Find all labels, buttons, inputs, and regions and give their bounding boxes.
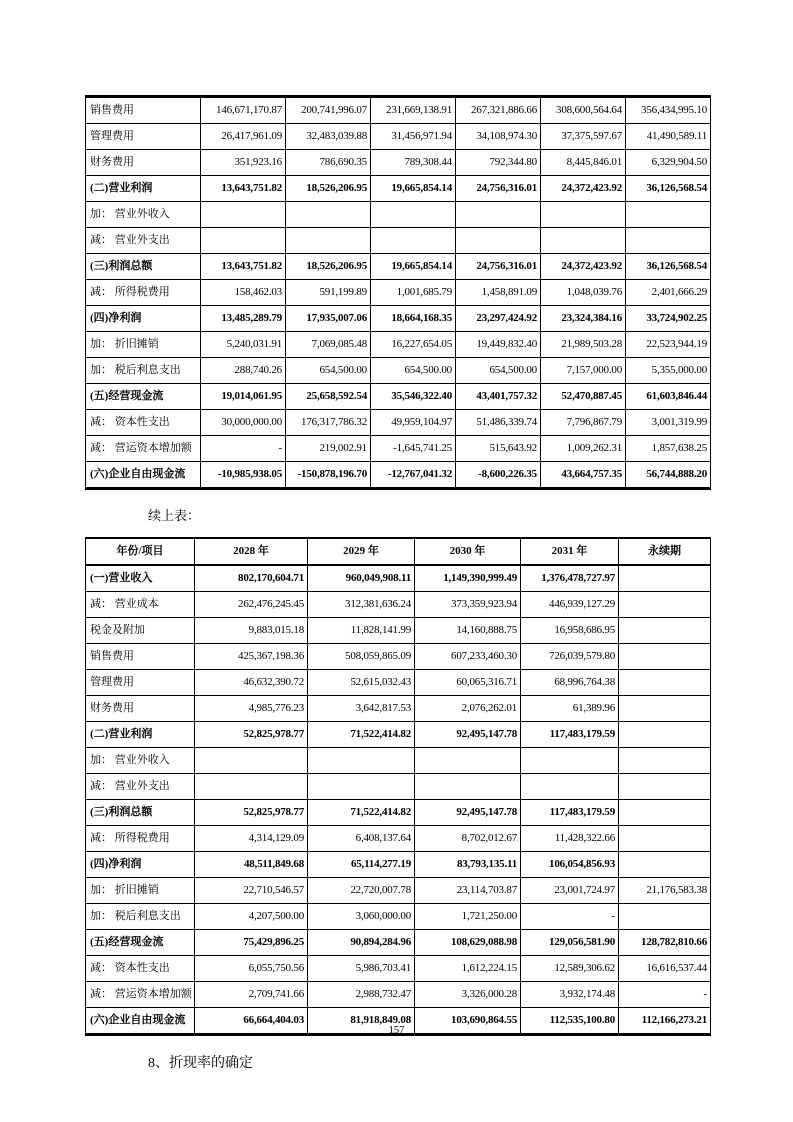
value-cell — [619, 670, 711, 696]
value-cell — [201, 202, 286, 228]
value-cell: 52,825,978.77 — [195, 722, 308, 748]
table-row — [86, 696, 711, 722]
header-cell-year: 2028 年 — [195, 538, 308, 565]
value-cell: 19,665,854.14 — [371, 254, 456, 280]
value-cell: 351,923.16 — [201, 150, 286, 176]
value-cell: 68,996,764.38 — [521, 670, 619, 696]
value-cell: 32,483,039.88 — [286, 124, 371, 150]
table-row — [86, 956, 711, 982]
value-cell: 23,297,424.92 — [456, 306, 541, 332]
value-cell: 52,825,978.77 — [195, 800, 308, 826]
value-cell: 6,408,137.64 — [308, 826, 415, 852]
value-cell: 7,069,085.48 — [286, 332, 371, 358]
table-row — [86, 306, 711, 332]
value-cell: 11,828,141.99 — [308, 618, 415, 644]
value-cell: 129,056,581.90 — [521, 930, 619, 956]
value-cell: 13,643,751.82 — [201, 254, 286, 280]
value-cell — [619, 592, 711, 618]
value-cell: 37,375,597.67 — [541, 124, 626, 150]
table-row — [86, 878, 711, 904]
value-cell: 18,526,206.95 — [286, 176, 371, 202]
value-cell — [619, 826, 711, 852]
value-cell: 65,114,277.19 — [308, 852, 415, 878]
value-cell: 24,372,423.92 — [541, 176, 626, 202]
row-label: (一)营业收入 — [86, 565, 195, 592]
row-label: (五)经营现金流 — [86, 930, 195, 956]
value-cell: 22,523,944.19 — [626, 332, 711, 358]
value-cell: 2,401,666.29 — [626, 280, 711, 306]
value-cell — [619, 565, 711, 592]
value-cell: 21,989,503.28 — [541, 332, 626, 358]
table-row — [86, 565, 711, 592]
value-cell: 49,959,104.97 — [371, 410, 456, 436]
row-label: 财务费用 — [86, 696, 195, 722]
table-row — [86, 592, 711, 618]
value-cell — [201, 228, 286, 254]
row-label: 减： 营业外支出 — [86, 774, 195, 800]
value-cell — [626, 228, 711, 254]
value-cell: 17,935,007.06 — [286, 306, 371, 332]
table-row — [86, 904, 711, 930]
value-cell: 61,389.96 — [521, 696, 619, 722]
value-cell: 5,240,031.91 — [201, 332, 286, 358]
table-row — [86, 384, 711, 410]
value-cell: 158,462.03 — [201, 280, 286, 306]
value-cell: 81,918,849.08 — [308, 1008, 415, 1035]
table-row — [86, 176, 711, 202]
value-cell: 18,664,168.35 — [371, 306, 456, 332]
value-cell: 2,709,741.66 — [195, 982, 308, 1008]
value-cell: 19,449,832.40 — [456, 332, 541, 358]
value-cell — [619, 904, 711, 930]
table-row — [86, 800, 711, 826]
value-cell: - — [521, 904, 619, 930]
value-cell: 508,059,865.09 — [308, 644, 415, 670]
row-label: 减： 营运资本增加额 — [86, 436, 201, 462]
value-cell: 61,603,846.44 — [626, 384, 711, 410]
row-label: (二)营业利润 — [86, 722, 195, 748]
value-cell: 288,740.26 — [201, 358, 286, 384]
value-cell: 8,445,846.01 — [541, 150, 626, 176]
value-cell: 960,049,908.11 — [308, 565, 415, 592]
table-row — [86, 930, 711, 956]
value-cell: 356,434,995.10 — [626, 97, 711, 124]
section-heading: 8、折现率的确定 — [148, 1056, 253, 1071]
value-cell: 1,001,685.79 — [371, 280, 456, 306]
value-cell: 176,317,786.32 — [286, 410, 371, 436]
page-number: 157 — [388, 1025, 405, 1036]
value-cell: 3,932,174.48 — [521, 982, 619, 1008]
value-cell: 22,710,546.57 — [195, 878, 308, 904]
value-cell — [619, 800, 711, 826]
value-cell: 1,376,478,727.97 — [521, 565, 619, 592]
value-cell: 8,702,012.67 — [415, 826, 521, 852]
value-cell: 200,741,996.07 — [286, 97, 371, 124]
value-cell: 128,782,810.66 — [619, 930, 711, 956]
value-cell: -1,645,741.25 — [371, 436, 456, 462]
row-label: (三)利润总额 — [86, 254, 201, 280]
value-cell: 103,690,864.55 — [415, 1008, 521, 1035]
value-cell — [371, 202, 456, 228]
value-cell: 24,372,423.92 — [541, 254, 626, 280]
row-label: 税金及附加 — [86, 618, 195, 644]
value-cell: 14,160,888.75 — [415, 618, 521, 644]
value-cell — [286, 228, 371, 254]
cashflow-table-part2 — [85, 537, 711, 1036]
value-cell — [541, 228, 626, 254]
table-row — [86, 748, 711, 774]
value-cell — [619, 644, 711, 670]
value-cell: 112,535,100.80 — [521, 1008, 619, 1035]
row-label: 加： 税后利息支出 — [86, 904, 195, 930]
value-cell: 108,629,088.98 — [415, 930, 521, 956]
value-cell: 21,176,583.38 — [619, 878, 711, 904]
value-cell: 18,526,206.95 — [286, 254, 371, 280]
table-row — [86, 280, 711, 306]
value-cell — [456, 202, 541, 228]
value-cell: 75,429,896.25 — [195, 930, 308, 956]
value-cell: 1,612,224.15 — [415, 956, 521, 982]
row-label: (六)企业自由现金流 — [86, 462, 201, 489]
row-label: 管理费用 — [86, 670, 195, 696]
header-cell-year: 2031 年 — [521, 538, 619, 565]
value-cell — [308, 748, 415, 774]
value-cell: 26,417,961.09 — [201, 124, 286, 150]
value-cell: 9,883,015.18 — [195, 618, 308, 644]
table-row — [86, 150, 711, 176]
value-cell: 112,166,273.21 — [619, 1008, 711, 1035]
row-label: 加： 税后利息支出 — [86, 358, 201, 384]
value-cell: 13,643,751.82 — [201, 176, 286, 202]
value-cell: -10,985,938.05 — [201, 462, 286, 489]
value-cell: 5,986,703.41 — [308, 956, 415, 982]
row-label: 销售费用 — [86, 644, 195, 670]
value-cell: 16,958,686.95 — [521, 618, 619, 644]
row-label: (五)经营现金流 — [86, 384, 201, 410]
value-cell: 92,495,147.78 — [415, 722, 521, 748]
table-row — [86, 462, 711, 489]
value-cell — [195, 774, 308, 800]
value-cell: 654,500.00 — [286, 358, 371, 384]
value-cell: 48,511,849.68 — [195, 852, 308, 878]
value-cell: 83,793,135.11 — [415, 852, 521, 878]
value-cell: 4,207,500.00 — [195, 904, 308, 930]
value-cell: 1,857,638.25 — [626, 436, 711, 462]
value-cell: 12,589,306.62 — [521, 956, 619, 982]
value-cell — [415, 748, 521, 774]
value-cell: 6,329,904.50 — [626, 150, 711, 176]
row-label: 减： 资本性支出 — [86, 956, 195, 982]
table-row — [86, 826, 711, 852]
value-cell: 654,500.00 — [456, 358, 541, 384]
value-cell: 1,009,262.31 — [541, 436, 626, 462]
value-cell: 786,690.35 — [286, 150, 371, 176]
value-cell: 24,756,316.01 — [456, 254, 541, 280]
value-cell: 106,054,856.93 — [521, 852, 619, 878]
table-row — [86, 644, 711, 670]
table-header-row — [86, 538, 711, 565]
table-row — [86, 410, 711, 436]
value-cell: 23,001,724.97 — [521, 878, 619, 904]
table-row — [86, 254, 711, 280]
value-cell: 90,894,284.96 — [308, 930, 415, 956]
value-cell: 36,126,568.54 — [626, 176, 711, 202]
row-label: (六)企业自由现金流 — [86, 1008, 195, 1035]
value-cell: 607,233,460.30 — [415, 644, 521, 670]
row-label: (二)营业利润 — [86, 176, 201, 202]
value-cell: 30,000,000.00 — [201, 410, 286, 436]
value-cell — [541, 202, 626, 228]
value-cell: 16,227,654.05 — [371, 332, 456, 358]
row-label: 管理费用 — [86, 124, 201, 150]
value-cell — [619, 722, 711, 748]
value-cell: 13,485,289.79 — [201, 306, 286, 332]
value-cell — [619, 774, 711, 800]
value-cell: 2,988,732.47 — [308, 982, 415, 1008]
value-cell — [619, 748, 711, 774]
table-row — [86, 436, 711, 462]
value-cell: 19,665,854.14 — [371, 176, 456, 202]
value-cell: 3,326,000.28 — [415, 982, 521, 1008]
table-row — [86, 618, 711, 644]
value-cell: 19,014,061.95 — [201, 384, 286, 410]
table-row — [86, 722, 711, 748]
value-cell: 219,002.91 — [286, 436, 371, 462]
value-cell — [286, 202, 371, 228]
value-cell: 46,632,390.72 — [195, 670, 308, 696]
value-cell: - — [201, 436, 286, 462]
value-cell: 117,483,179.59 — [521, 800, 619, 826]
table-row — [86, 670, 711, 696]
value-cell: 1,149,390,999.49 — [415, 565, 521, 592]
value-cell: 654,500.00 — [371, 358, 456, 384]
value-cell: 425,367,198.36 — [195, 644, 308, 670]
value-cell: - — [619, 982, 711, 1008]
value-cell — [521, 748, 619, 774]
value-cell — [456, 228, 541, 254]
row-label: 减： 营业外支出 — [86, 228, 201, 254]
row-label: 加： 营业外收入 — [86, 202, 201, 228]
header-cell-year: 永续期 — [619, 538, 711, 565]
value-cell — [308, 774, 415, 800]
value-cell: 1,048,039.76 — [541, 280, 626, 306]
value-cell: 43,664,757.35 — [541, 462, 626, 489]
value-cell: 146,671,170.87 — [201, 97, 286, 124]
table-row — [86, 228, 711, 254]
header-cell-label: 年份/项目 — [86, 538, 195, 565]
value-cell: 3,060,000.00 — [308, 904, 415, 930]
value-cell — [626, 202, 711, 228]
value-cell: 792,344.80 — [456, 150, 541, 176]
value-cell: 262,476,245.45 — [195, 592, 308, 618]
value-cell: 35,546,322.40 — [371, 384, 456, 410]
value-cell: 31,456,971.94 — [371, 124, 456, 150]
row-label: 减： 营业成本 — [86, 592, 195, 618]
value-cell — [619, 618, 711, 644]
value-cell: 23,114,703.87 — [415, 878, 521, 904]
value-cell: 33,724,902.25 — [626, 306, 711, 332]
value-cell — [371, 228, 456, 254]
value-cell: 11,428,322.66 — [521, 826, 619, 852]
value-cell: 22,720,007.78 — [308, 878, 415, 904]
row-label: 加： 折旧摊销 — [86, 878, 195, 904]
row-label: 减： 资本性支出 — [86, 410, 201, 436]
value-cell: 308,600,564.64 — [541, 97, 626, 124]
value-cell: 24,756,316.01 — [456, 176, 541, 202]
table-row — [86, 774, 711, 800]
value-cell: 43,401,757.32 — [456, 384, 541, 410]
value-cell: 591,199.89 — [286, 280, 371, 306]
value-cell: 52,615,032.43 — [308, 670, 415, 696]
value-cell: 5,355,000.00 — [626, 358, 711, 384]
table-row — [86, 852, 711, 878]
value-cell: 117,483,179.59 — [521, 722, 619, 748]
value-cell — [521, 774, 619, 800]
value-cell: 4,985,776.23 — [195, 696, 308, 722]
table-row — [86, 358, 711, 384]
value-cell: 25,658,592.54 — [286, 384, 371, 410]
row-label: 加： 折旧摊销 — [86, 332, 201, 358]
value-cell: -8,600,226.35 — [456, 462, 541, 489]
value-cell: 7,157,000.00 — [541, 358, 626, 384]
value-cell: 3,001,319.99 — [626, 410, 711, 436]
value-cell: 789,308.44 — [371, 150, 456, 176]
value-cell: 71,522,414.82 — [308, 722, 415, 748]
value-cell: 16,616,537.44 — [619, 956, 711, 982]
value-cell: 267,321,886.66 — [456, 97, 541, 124]
table-row — [86, 202, 711, 228]
value-cell: 312,381,636.24 — [308, 592, 415, 618]
value-cell: 51,486,339.74 — [456, 410, 541, 436]
value-cell: 2,076,262.01 — [415, 696, 521, 722]
row-label: (四)净利润 — [86, 852, 195, 878]
row-label: 财务费用 — [86, 150, 201, 176]
table-row — [86, 332, 711, 358]
continue-table-label: 续上表： — [148, 508, 201, 523]
row-label: 减： 所得税费用 — [86, 280, 201, 306]
value-cell: 7,796,867.79 — [541, 410, 626, 436]
value-cell: -12,767,041.32 — [371, 462, 456, 489]
value-cell: 34,108,974.30 — [456, 124, 541, 150]
header-cell-year: 2029 年 — [308, 538, 415, 565]
cashflow-table-part1 — [85, 95, 711, 490]
value-cell — [619, 852, 711, 878]
table-row — [86, 982, 711, 1008]
value-cell: 6,055,750.56 — [195, 956, 308, 982]
value-cell: 52,470,887.45 — [541, 384, 626, 410]
value-cell: 4,314,129.09 — [195, 826, 308, 852]
row-label: 减： 所得税费用 — [86, 826, 195, 852]
row-label: (三)利润总额 — [86, 800, 195, 826]
value-cell: 92,495,147.78 — [415, 800, 521, 826]
row-label: (四)净利润 — [86, 306, 201, 332]
header-cell-year: 2030 年 — [415, 538, 521, 565]
value-cell — [415, 774, 521, 800]
value-cell — [195, 748, 308, 774]
table-row — [86, 97, 711, 124]
value-cell: 23,324,384.16 — [541, 306, 626, 332]
value-cell — [619, 696, 711, 722]
value-cell: 1,458,891.09 — [456, 280, 541, 306]
table-row — [86, 124, 711, 150]
value-cell: 66,664,404.03 — [195, 1008, 308, 1035]
row-label: 销售费用 — [86, 97, 201, 124]
value-cell: 231,669,138.91 — [371, 97, 456, 124]
value-cell: 726,039,579.80 — [521, 644, 619, 670]
value-cell: 71,522,414.82 — [308, 800, 415, 826]
value-cell: 446,939,127.29 — [521, 592, 619, 618]
row-label: 减： 营运资本增加额 — [86, 982, 195, 1008]
value-cell: 3,642,817.53 — [308, 696, 415, 722]
value-cell: 36,126,568.54 — [626, 254, 711, 280]
value-cell: 373,359,923.94 — [415, 592, 521, 618]
value-cell: 60,065,316.71 — [415, 670, 521, 696]
value-cell: 41,490,589.11 — [626, 124, 711, 150]
value-cell: 515,643.92 — [456, 436, 541, 462]
value-cell: 802,170,604.71 — [195, 565, 308, 592]
value-cell: 1,721,250.00 — [415, 904, 521, 930]
row-label: 加： 营业外收入 — [86, 748, 195, 774]
value-cell: 56,744,888.20 — [626, 462, 711, 489]
value-cell: -150,878,196.70 — [286, 462, 371, 489]
